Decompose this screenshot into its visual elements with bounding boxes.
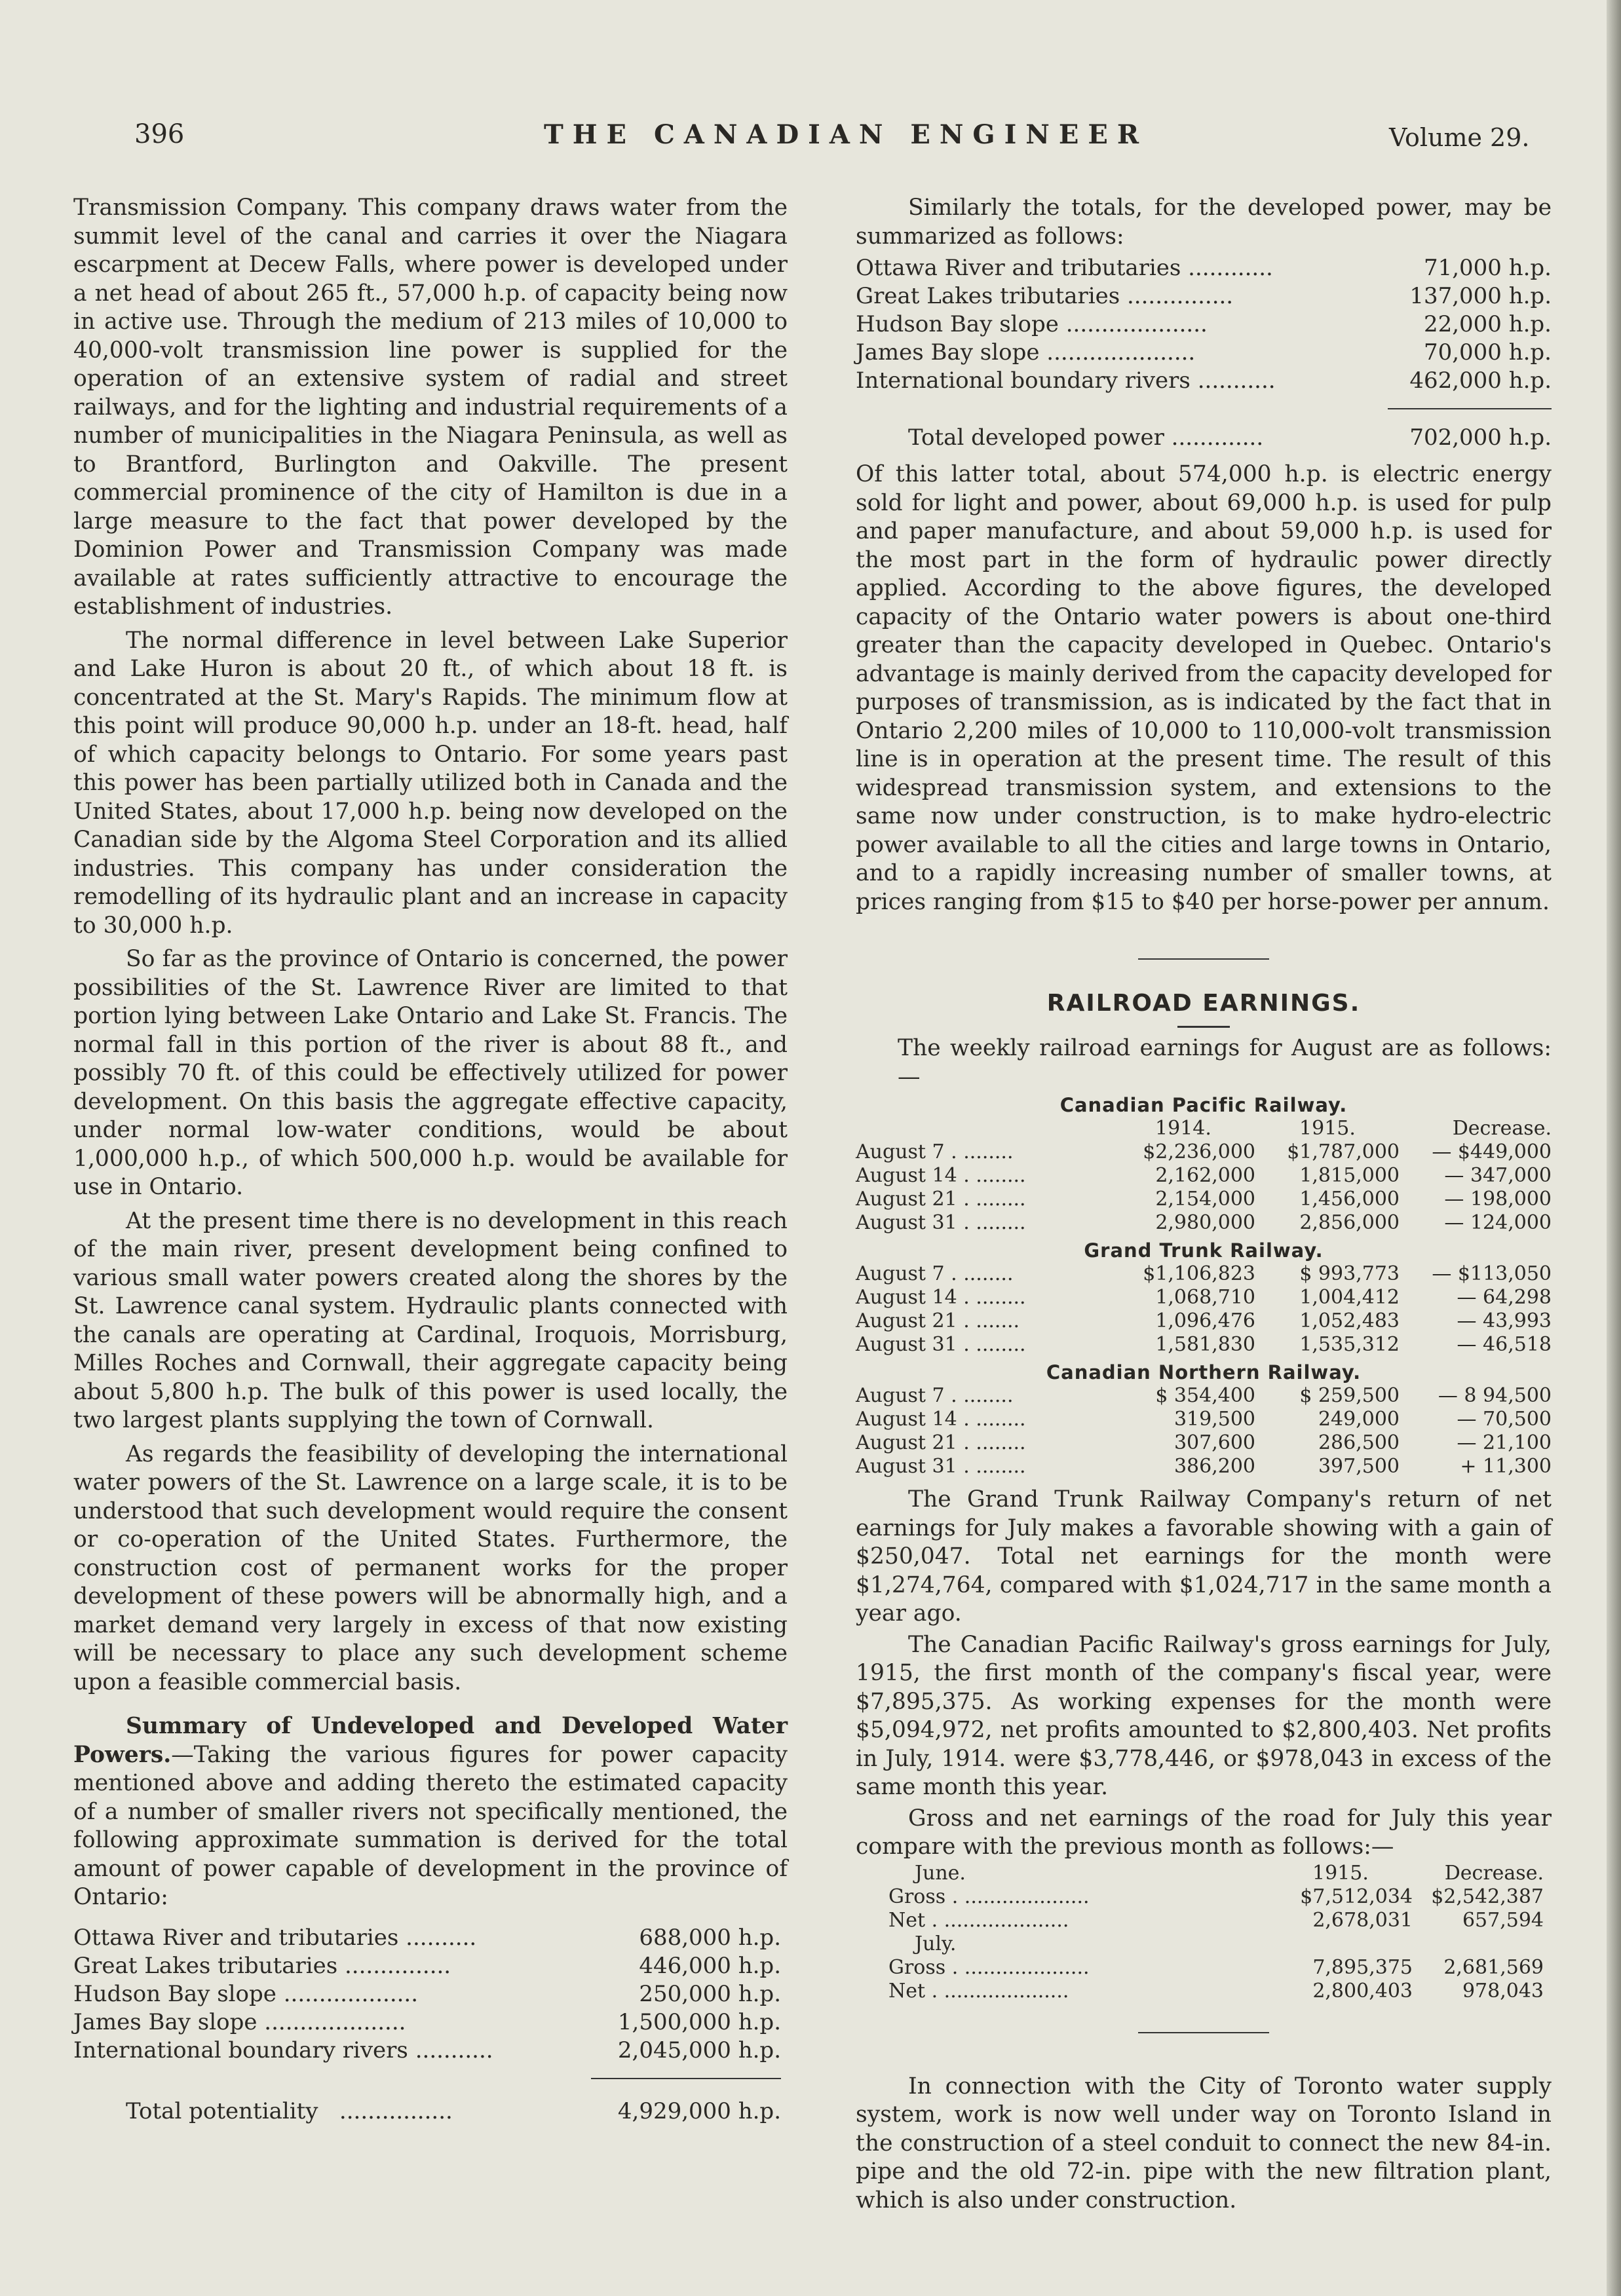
page-header [0, 119, 1621, 159]
page-number: 396 [134, 119, 185, 149]
section-subheading: Summary of Undeveloped and Developed Water Powers. [73, 1713, 788, 1768]
table-row [856, 254, 1552, 282]
row-value: 2,045,000 h.p. [617, 2037, 781, 2063]
row-value: 70,000 h.p. [1423, 339, 1552, 366]
row-label: International boundary rivers ........... [73, 2037, 493, 2063]
paragraph: The Canadian Pacific Railway's gross earnings for July, 1915, the first month of the company's fiscal year, were $7,895,375. As working expenses for the month were $5,094,972, net profits amounted to $2,800,403. Net profits in July, 1914. were $3,778,446, or $978,043 in excess of the same month this year. [856, 1631, 1552, 1800]
railway-heading: Canadian Pacific Railway. [1059, 1094, 1348, 1116]
column-header: 1915. [1312, 1862, 1369, 1885]
table-row [856, 282, 1552, 310]
paragraph: As regards the feasibility of developing the international water powers of the St. Lawrence on a large scale, it is to be understood that such development would require the consent or co-operation of the United States. Furthermore, the construction cost of permanent works for the proper development of these powers will be abnormally high, and a market demand very largely in excess of that now existing will be necessary to place any such development scheme upon a feasible commercial basis. [73, 1440, 788, 1695]
section-divider [1138, 2032, 1269, 2033]
total-label: Total potentiality ................ [126, 2098, 453, 2124]
paragraph: So far as the province of Ontario is concerned, the power possibilities of the St. Lawrence River are limited to that portion lying between Lake Ontario and Lake St. Francis. The normal fall in this portion of the river is about 88 ft., and possibly 70 ft. of this could be effectively utilized for power development. On this basis the aggregate effective capacity, under normal low-water conditions, would be about 1,000,000 h.p., of which 500,000 h.p. would be available for use in Ontario. [73, 946, 788, 1200]
volume-label: Volume 29. [1389, 123, 1530, 152]
gtr-earnings-table [856, 1262, 1552, 1356]
right-column [856, 194, 1552, 2215]
month-label: July. [915, 1932, 957, 1955]
table-row [73, 1952, 781, 1980]
summary-paragraph [73, 1712, 788, 1912]
table-row: August 21 . ........ 307,600 286,500 — 21,100 [856, 1431, 1552, 1454]
paragraph: Of this latter total, about 574,000 h.p. is electric energy sold for light and power, about 69,000 h.p. is used for pulp and paper manufacture, and about 59,000 h.p. is used for the most part in the form of hydraulic power directly applied. According to the above figures, the developed capacity of the Ontario water powers is about one-third greater than the capacity developed in Quebec. Ontario's advantage is mainly derived from the capacity developed for purposes of transmission, as is indicated by the fact that in Ontario 2,200 miles of 10,000 to 110,000-volt transmission line is in operation at the present time. The result of this widespread transmission system, and extensions to the same now under construction, is to make hydro-electric power available to all the cities and large towns in Ontario, and to a rapidly increasing number of smaller towns, at prices ranging from $15 to $40 per horse-power per annum. [856, 461, 1552, 915]
left-column [73, 194, 788, 2130]
table-row: August 14 . ........ 1,068,710 1,004,412 — 64,298 [856, 1285, 1552, 1309]
paragraph: At the present time there is no development in this reach of the main river, present development being confined to various small water powers created along the shores by the St. Lawrence canal system. Hydraulic plants connected with the canals are operating at Cardinal, Iroquois, Morrisburg, Milles Roches and Cornwall, their aggregate capacity being about 5,800 h.p. The bulk of this power is used locally, the two largest plants supplying the town of Cornwall. [73, 1207, 788, 1433]
table-row: August 7 . ........ $ 354,400 $ 259,500 — 8 94,500 [856, 1383, 1552, 1407]
table-row: August 31 . ........ 386,200 397,500 + 11,300 [856, 1454, 1552, 1478]
column-headers [888, 1862, 1544, 1885]
total-row [73, 2093, 781, 2130]
paragraph: Transmission Company. This company draws water from the summit level of the canal and carries it over the Niagara escarpment at Decew Falls, where power is developed under a net head of about 265 ft., 57,000 h.p. of capacity being now in active use. Through the medium of 213 miles of 10,000 to 40,000-volt transmission line power is supplied for the operation of an extensive system of radial and street railways, and for the lighting and industrial requirements of a number of municipalities in the Niagara Peninsula, as well as to Brantford, Burlington and Oakville. The present commercial prominence of the city of Hamilton is due in a large measure to the fact that power developed by the Dominion Power and Transmission Company was made available at rates sufficiently attractive to encourage the establishment of industries. [73, 195, 788, 620]
row-label: International boundary rivers ........... [856, 367, 1276, 394]
paragraph: Similarly the totals, for the developed power, may be summarized as follows: [856, 195, 1552, 250]
row-label: Ottawa River and tributaries .......... [73, 1925, 477, 1951]
column-headers [856, 1116, 1552, 1140]
column-header: 1915. [1299, 1116, 1356, 1140]
table-row: August 31 . ........ 2,980,000 2,856,000 — 124,000 [856, 1211, 1552, 1234]
table-row: August 7 . ........ $1,106,823 $ 993,773 — $113,050 [856, 1262, 1552, 1285]
table-row [856, 310, 1552, 338]
section-divider [1138, 958, 1269, 960]
page-edge [1607, 0, 1621, 2296]
row-value: 446,000 h.p. [639, 1953, 781, 1979]
row-label: James Bay slope ..................... [856, 339, 1196, 366]
table-row [73, 2008, 781, 2037]
table-row: Gross . .................... $7,512,034 $2,542,387 [888, 1885, 1544, 1908]
total-value: 4,929,000 h.p. [617, 2098, 781, 2124]
table-row: August 21 . ....... 1,096,476 1,052,483 — 43,993 [856, 1309, 1552, 1332]
table-row [856, 366, 1552, 394]
row-value: 1,500,000 h.p. [617, 2009, 781, 2035]
row-label: James Bay slope .................... [73, 2009, 406, 2035]
table-row: Gross . .................... 7,895,375 2,681,569 [888, 1956, 1544, 1979]
sum-rule [591, 2078, 781, 2079]
row-value: 22,000 h.p. [1423, 311, 1552, 337]
column-header: Decrease. [1452, 1116, 1552, 1140]
row-value: 462,000 h.p. [1409, 367, 1552, 394]
paragraph: The Grand Trunk Railway Company's return of net earnings for July makes a favorable showing with a gain of $250,047. Total net earnings for the month were $1,274,764, compared with $1,024,717 in the same month a year ago. [856, 1486, 1552, 1627]
paragraph: The weekly railroad earnings for August are as follows:— [898, 1035, 1552, 1090]
section-title: RAILROAD EARNINGS. [1046, 990, 1361, 1017]
table-row: August 14 . ........ 2,162,000 1,815,000 — 347,000 [856, 1163, 1552, 1187]
row-value: 71,000 h.p. [1423, 254, 1552, 281]
row-value: 250,000 h.p. [639, 1981, 781, 2007]
sum-rule [1388, 408, 1552, 409]
column-header: Decrease. [1444, 1862, 1544, 1885]
total-row [856, 423, 1552, 453]
total-value: 702,000 h.p. [1409, 424, 1552, 451]
undeveloped-power-table [73, 1924, 781, 2130]
table-row: Net . .................... 2,678,031 657,594 [888, 1909, 1544, 1932]
cnr-earnings-table [856, 1383, 1552, 1478]
month-row [888, 1932, 1544, 1956]
table-row: August 31 . ........ 1,581,830 1,535,312 — 46,518 [856, 1332, 1552, 1356]
table-row [73, 1980, 781, 2008]
table-row: August 21 . ........ 2,154,000 1,456,000 — 198,000 [856, 1187, 1552, 1211]
july-comparison-table [888, 1862, 1544, 2003]
table-row: August 7 . ........ $2,236,000 $1,787,000 — $449,000 [856, 1140, 1552, 1163]
paragraph: In connection with the City of Toronto water supply system, work is now well under way on Toronto Island in the construction of a steel conduit to connect the new 84-in. pipe and the old 72-in. pipe with the new filtration plant, which is also under construction. [856, 2073, 1552, 2213]
journal-title: THE CANADIAN ENGINEER [544, 119, 1149, 150]
row-label: Ottawa River and tributaries ............ [856, 254, 1273, 281]
railway-heading: Grand Trunk Railway. [1084, 1239, 1324, 1262]
title-underline [1177, 1026, 1230, 1028]
table-row [856, 338, 1552, 366]
table-row: August 14 . ........ 319,500 249,000 — 70,500 [856, 1407, 1552, 1431]
paragraph: Gross and net earnings of the road for July this year compare with the previous month as follows:— [856, 1805, 1552, 1860]
developed-power-table [856, 254, 1552, 453]
railway-heading: Canadian Northern Railway. [1046, 1361, 1362, 1383]
month-label: June. [915, 1862, 966, 1885]
row-label: Great Lakes tributaries ............... [856, 282, 1234, 309]
row-label: Hudson Bay slope ................... [73, 1981, 419, 2007]
cpr-earnings-table [856, 1116, 1552, 1234]
row-label: Hudson Bay slope .................... [856, 311, 1208, 337]
column-header: 1914. [1155, 1116, 1211, 1140]
total-label: Total developed power ............. [908, 424, 1264, 451]
table-row: Net . .................... 2,800,403 978,043 [888, 1980, 1544, 2003]
paragraph-body: —Taking the various figures for power capacity mentioned above and adding thereto the estimated capacity of a number of smaller rivers not specifically mentioned, the following approximate summation is derived for the total amount of power capable of development in the province of Ontario: [73, 1741, 788, 1910]
row-value: 688,000 h.p. [639, 1925, 781, 1951]
row-value: 137,000 h.p. [1409, 282, 1552, 309]
row-label: Great Lakes tributaries ............... [73, 1953, 451, 1979]
paragraph: The normal difference in level between Lake Superior and Lake Huron is about 20 ft., of which about 18 ft. is concentrated at the St. Mary's Rapids. The minimum flow at this point will produce 90,000 h.p. under an 18-ft. head, half of which capacity belongs to Ontario. For some years past this power has been partially utilized both in Canada and the United States, about 17,000 h.p. being now developed on the Canadian side by the Algoma Steel Corporation and its allied industries. This company has under consideration the remodelling of its hydraulic plant and an increase in capacity to 30,000 h.p. [73, 627, 788, 939]
table-row [73, 1924, 781, 1952]
table-row [73, 2037, 781, 2065]
